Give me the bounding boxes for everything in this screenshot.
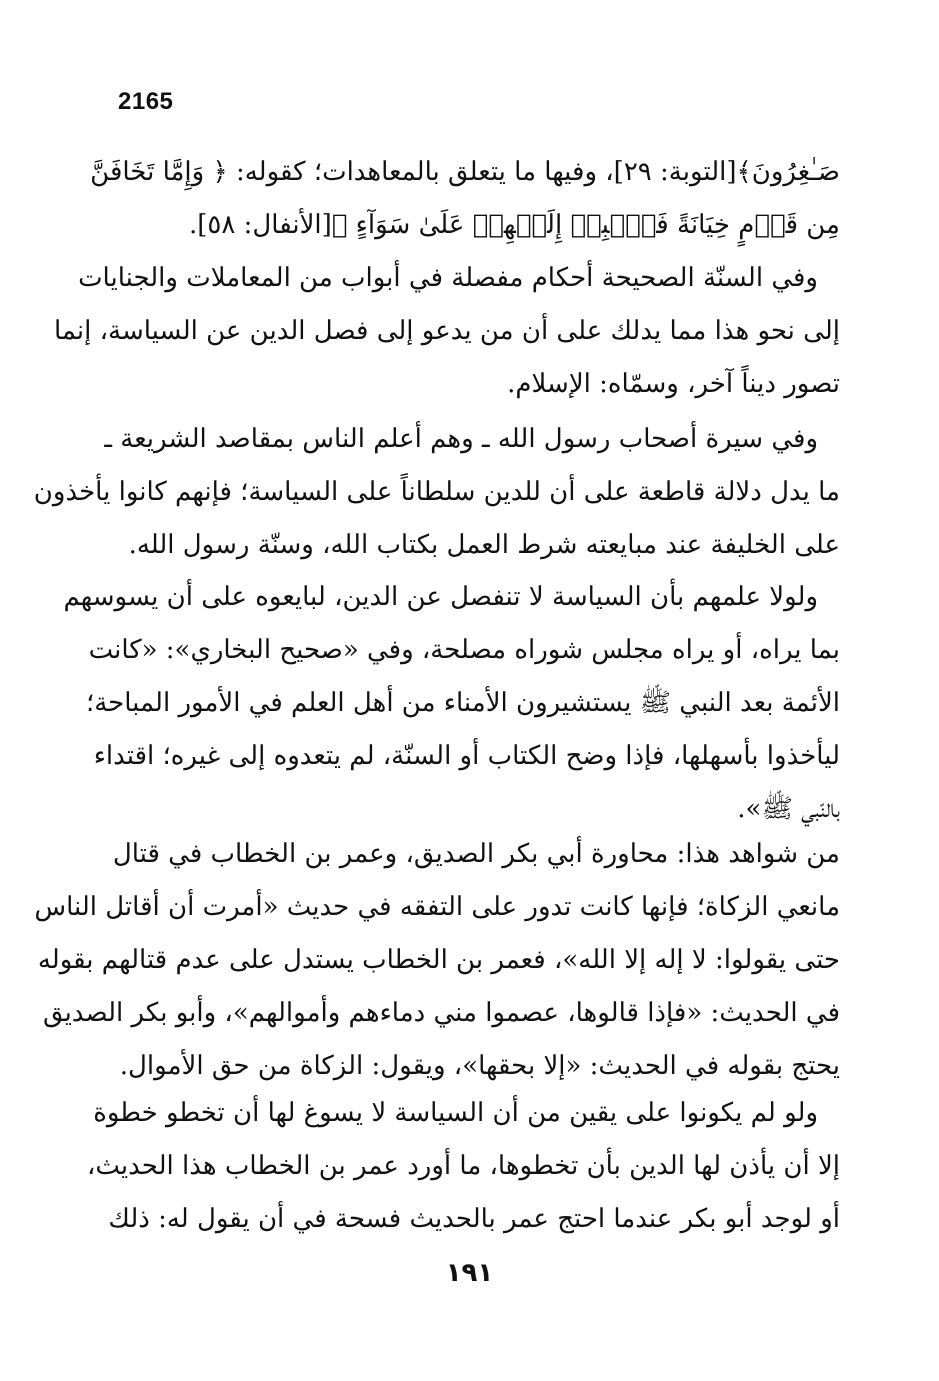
paragraph-certainty-argument bbox=[87, 1087, 840, 1246]
text-line: وفي سيرة أصحاب رسول الله ـ وهم أعلم الناس بمقاصد الشريعة ـ bbox=[104, 424, 818, 454]
text-line: على الخليفة عند مبايعته شرط العمل بكتاب الله، وسنّة رسول الله. bbox=[128, 530, 840, 560]
text-line: ليأخذوا بأسهلها، فإذا وضح الكتاب أو السنّة، لم يتعدوه إلى غيره؛ اقتداء bbox=[93, 741, 840, 771]
paragraph-companions-biography bbox=[33, 413, 840, 572]
text-line: ما يدل دلالة قاطعة على أن للدين سلطاناً على السياسة؛ فإنهم كانوا يأخذون bbox=[33, 477, 840, 507]
text-line: حتى يقولوا: لا إله إلا الله»، فعمر بن الخطاب يستدل على عدم قتالهم بقوله bbox=[37, 945, 840, 975]
text-line: إلى نحو هذا مما يدلك على أن من يدعو إلى فصل الدين عن السياسة، إنما bbox=[53, 316, 840, 346]
text-line: وفي السنّة الصحيحة أحكام مفصلة في أبواب من المعاملات والجنايات bbox=[78, 263, 818, 293]
text-line: صَـٰغِرُونَ﴾[التوبة: ٢٩]، وفيها ما يتعلق بالمعاهدات؛ كقوله: ﴿ وَإِمَّا تَخَافَنَّ bbox=[90, 157, 840, 187]
text-line: الأئمة بعد النبي ﷺ يستشيرون الأمناء من أهل العلم في الأمور المباحة؛ bbox=[85, 688, 840, 718]
text-line: إلا أن يأذن لها الدين بأن تخطوها، ما أورد عمر بن الخطاب هذا الحديث، bbox=[87, 1151, 840, 1181]
text-line: من شواهد هذا: محاورة أبي بكر الصديق، وعمر بن الخطاب في قتال bbox=[112, 839, 840, 869]
text-line: مِن قَوۡمٍ خِيَانَةً فَٱنۢبِذۡ إِلَيۡهِمۡ عَلَىٰ سَوَآءٍ ﴾[الأنفال: ٥٨]. bbox=[189, 210, 840, 240]
page-number-bottom: ١٩١ bbox=[445, 1258, 494, 1288]
paragraph-sunnah-rulings bbox=[53, 252, 840, 411]
page-number-top: 2165 bbox=[118, 88, 174, 115]
text-line: يحتج بقوله في الحديث: «إلا بحقها»، ويقول: الزكاة من حق الأموال. bbox=[119, 1051, 840, 1081]
paragraph-abu-bakr-umar-dialogue bbox=[34, 828, 840, 1093]
paragraph-quran-citations bbox=[90, 146, 840, 252]
text-line: في الحديث: «فإذا قالوها، عصموا مني دماءهم وأموالهم»، وأبو بكر الصديق bbox=[42, 998, 840, 1028]
text-line: أو لوجد أبو بكر عندما احتج عمر بالحديث فسحة في أن يقول له: ذلك bbox=[108, 1204, 840, 1234]
text-line: مانعي الزكاة؛ فإنها كانت تدور على التفقه في حديث «أمرت أن أقاتل الناس bbox=[34, 892, 840, 922]
text-line: ولولا علمهم بأن السياسة لا تنفصل عن الدين، لبايعوه على أن يسوسهم bbox=[63, 582, 818, 612]
text-line: ولو لم يكونوا على يقين من أن السياسة لا يسوغ لها أن تخطو خطوة bbox=[93, 1098, 818, 1128]
paragraph-bukhari-quote bbox=[63, 571, 840, 836]
text-line: بالنّبي ﷺ». bbox=[737, 794, 840, 824]
text-line: بما يراه، أو يراه مجلس شوراه مصلحة، وفي «صحيح البخاري»: «كانت bbox=[88, 635, 840, 665]
text-line: تصور ديناً آخر، وسمّاه: الإسلام. bbox=[507, 369, 840, 399]
